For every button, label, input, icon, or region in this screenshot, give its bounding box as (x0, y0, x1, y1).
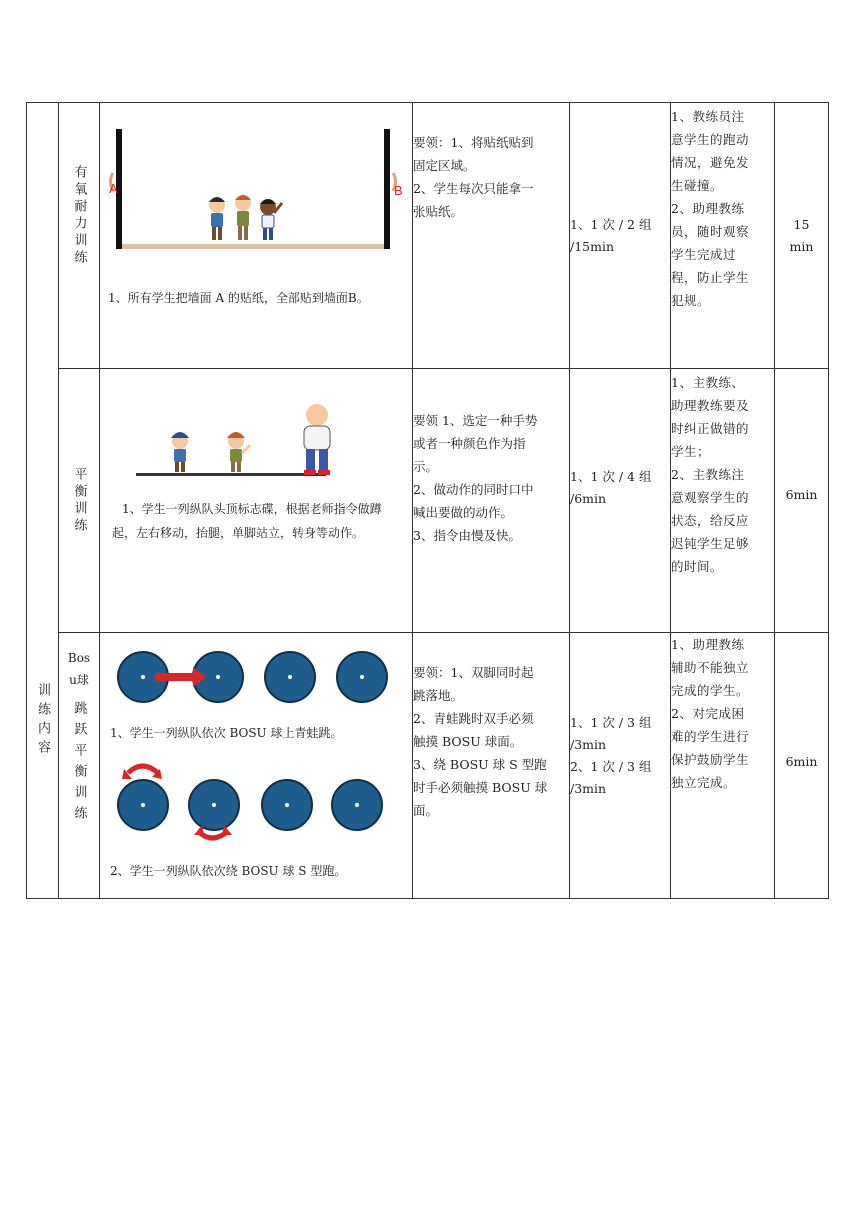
wall-b (384, 129, 390, 249)
category-label: 有氧耐力训练 (71, 164, 87, 267)
lesson-table (26, 102, 829, 899)
student-figure (227, 432, 250, 472)
illustration-caption: 1、所有学生把墙面 A 的贴纸，全部贴到墙面B。 (108, 291, 369, 305)
dosage-cell: 1、1 次 / 4 组 /6min (570, 369, 671, 633)
jump-arrow (155, 673, 193, 681)
dosage-cell: 1、1 次 / 2 组 /15min (570, 103, 671, 369)
bosu-illustration (100, 633, 413, 899)
bosu-row-1 (118, 652, 387, 702)
category-label-top: Bosu球 (67, 651, 91, 687)
section-cell (27, 103, 59, 899)
illustration-cell (100, 103, 413, 369)
category-label: 平衡训练 (71, 466, 87, 535)
student-figure (260, 199, 282, 240)
duration-cell: 6min (775, 633, 829, 899)
illustration-caption: 1、学生一列纵队头顶标志碟，根据老师指令做蹲起，左右移动，抬腿，单脚站立，转身等动作。 (112, 502, 382, 540)
illustration-caption-1: 1、学生一列纵队依次 BOSU 球上青蛙跳。 (110, 726, 343, 740)
student-figure (171, 432, 189, 472)
illustration-cell (100, 369, 413, 633)
table-row (27, 633, 829, 899)
wall-a-label: A (109, 181, 118, 196)
notes-cell: 1、主教练、 助理教练要及 时纠正做错的 学生； 2、主教练注 意观察学生的 状态，给反应 迟钝学生足够 的时间。 (671, 369, 775, 633)
notes-cell: 1、教练员注 意学生的跑动 情况，避免发 生碰撞。 2、助理教练 员，随时观察 学生完成过 程，防止学生 犯规。 (671, 103, 775, 369)
wall-relay-illustration (100, 103, 413, 369)
category-cell (59, 369, 100, 633)
table-row (27, 103, 829, 369)
requirements-cell: 要领 1、选定一种手势 或者一种颜色作为指 示。 2、做动作的同时口中 喊出要做的动作。 3、指令由慢及快。 (413, 369, 570, 633)
category-cell (59, 633, 100, 899)
category-label: 跳跃平衡训练 (71, 701, 87, 827)
illustration-caption-2: 2、学生一列纵队依次绕 BOSU 球 S 型跑。 (110, 864, 347, 878)
notes-cell: 1、助理教练 辅助不能独立 完成的学生。 2、对完成困 难的学生进行 保护鼓励学生 独立完成。 (671, 633, 775, 899)
requirements-cell: 要领：1、双脚同时起 跳落地。 2、青蛙跳时双手必须 触摸 BOSU 球面。 3、绕 BOSU 球 S 型跑 时手必须触摸 BOSU 球 面。 (413, 633, 570, 899)
floor (122, 244, 384, 249)
duration-cell: 15 min (775, 103, 829, 369)
illustration-cell (100, 633, 413, 899)
student-figure (235, 195, 251, 240)
category-cell (59, 103, 100, 369)
section-label: 训练内容 (35, 682, 50, 759)
duration-cell: 6min (775, 369, 829, 633)
requirements-cell: 要领：1、将贴纸贴到 固定区域。 2、学生每次只能拿一 张贴纸。 (413, 103, 570, 369)
bosu-row-2 (118, 766, 382, 838)
table-row (27, 369, 829, 633)
coach-figure (304, 404, 330, 475)
dosage-cell: 1、1 次 / 3 组 /3min 2、1 次 / 3 组 /3min (570, 633, 671, 899)
student-figure (209, 197, 225, 240)
floor-line (136, 473, 326, 476)
wall-b-label: B (394, 183, 403, 198)
